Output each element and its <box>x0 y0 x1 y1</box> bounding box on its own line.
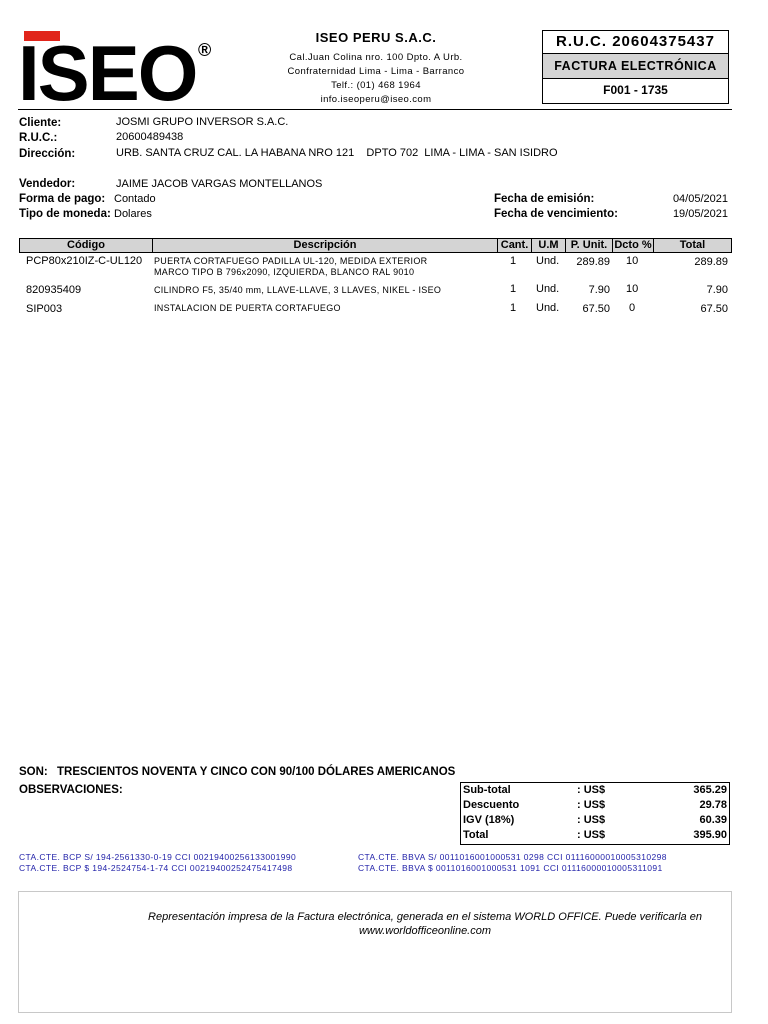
row3-um: Und. <box>536 302 560 314</box>
issue-date-label: Fecha de emisión: <box>494 193 595 205</box>
row1-qty: 1 <box>510 255 517 267</box>
iseo-logo: ISEO <box>18 29 197 117</box>
payment-value: Contado <box>114 193 156 205</box>
client-address-value: URB. SANTA CRUZ CAL. LA HABANA NRO 121 DPTO 702 LIMA - LIMA - SAN ISIDRO <box>116 147 558 159</box>
row2-code: 820935409 <box>26 284 82 296</box>
account-bbva-soles: CTA.CTE. BBVA S/ 0011016001000531 0298 CCI 01116000010005310298 <box>358 852 667 862</box>
row3-total: 67.50 <box>700 303 728 315</box>
row2-discount: 10 <box>626 283 639 295</box>
client-ruc-value: 20600489438 <box>116 131 184 143</box>
due-date-value: 19/05/2021 <box>672 208 728 220</box>
total-value: 395.90 <box>693 829 727 841</box>
row1-um: Und. <box>536 255 560 267</box>
currency-value: Dolares <box>114 208 152 220</box>
col-header-total: Total <box>653 238 732 253</box>
account-bbva-dollars: CTA.CTE. BBVA $ 0011016001000531 1091 CCI 01116000010005311091 <box>358 863 663 873</box>
seller-value: JAIME JACOB VARGAS MONTELLANOS <box>116 178 323 190</box>
discount-value: 29.78 <box>699 799 727 811</box>
footer-line-1: Representación impresa de la Factura electrónica, generada en el sistema WORLD OFFICE. Puede verificarla en <box>148 911 702 923</box>
discount-label: Descuento <box>463 799 520 811</box>
amount-words-label: SON: <box>19 766 48 778</box>
row1-description-1: PUERTA CORTAFUEGO PADILLA UL-120, MEDIDA EXTERIOR <box>154 256 428 266</box>
client-value: JOSMI GRUPO INVERSOR S.A.C. <box>116 116 289 128</box>
client-address-label: Dirección: <box>19 148 76 160</box>
row3-unit-price: 67.50 <box>582 303 610 315</box>
discount-row <box>461 798 729 813</box>
row2-description-1: CILINDRO F5, 35/40 mm, LLAVE-LLAVE, 3 LLAVES, NIKEL - ISEO <box>154 285 442 295</box>
payment-label: Forma de pago: <box>19 193 106 205</box>
row3-qty: 1 <box>510 302 517 314</box>
footer-line-2[interactable]: www.worldofficeonline.com <box>358 925 492 937</box>
total-currency: : US$ <box>577 829 606 841</box>
total-label: Total <box>463 829 489 841</box>
company-name: ISEO PERU S.A.C. <box>315 30 437 45</box>
currency-label: Tipo de moneda: <box>19 208 111 220</box>
row3-code: SIP003 <box>26 303 63 315</box>
row2-total: 7.90 <box>706 284 728 296</box>
subtotal-row <box>461 783 729 798</box>
row1-total: 289.89 <box>694 256 728 268</box>
discount-currency: : US$ <box>577 799 606 811</box>
company-email: info.iseoperu@iseo.com <box>320 94 432 105</box>
document-type: FACTURA ELECTRÓNICA <box>543 54 728 79</box>
issuer-ruc: R.U.C. 20604375437 <box>543 31 728 54</box>
col-header-discount: Dcto % <box>612 238 654 253</box>
col-header-code: Código <box>19 238 153 253</box>
client-label: Cliente: <box>19 117 62 129</box>
row2-qty: 1 <box>510 283 517 295</box>
row3-discount: 0 <box>629 302 636 314</box>
client-ruc-label: R.U.C.: <box>19 132 58 144</box>
header-divider <box>18 109 732 110</box>
row3-description-1: INSTALACION DE PUERTA CORTAFUEGO <box>154 303 341 313</box>
row2-um: Und. <box>536 283 560 295</box>
seller-label: Vendedor: <box>19 178 76 190</box>
subtotal-label: Sub-total <box>463 784 511 796</box>
footer-note <box>120 910 730 938</box>
amount-words-value: TRESCIENTOS NOVENTA Y CINCO CON 90/100 DÓLARES AMERICANOS <box>57 766 456 778</box>
igv-label: IGV (18%) <box>463 814 515 826</box>
row1-unit-price: 289.89 <box>576 256 610 268</box>
row2-unit-price: 7.90 <box>588 284 610 296</box>
document-id-box <box>542 30 729 104</box>
row1-code: PCP80x210IZ-C-UL120 <box>26 255 143 267</box>
account-bcp-soles: CTA.CTE. BCP S/ 194-2561330-0-19 CCI 00219400256133001990 <box>19 852 297 862</box>
issue-date-value: 04/05/2021 <box>672 193 728 205</box>
row1-description-2: MARCO TIPO B 796x2090, IZQUIERDA, BLANCO RAL 9010 <box>154 267 415 277</box>
observations-label: OBSERVACIONES: <box>19 784 123 796</box>
totals-box <box>460 782 730 845</box>
company-phone: Telf.: (01) 468 1964 <box>331 80 421 91</box>
account-bcp-dollars: CTA.CTE. BCP $ 194-2524754-1-74 CCI 00219400252475417498 <box>19 863 293 873</box>
row1-discount: 10 <box>626 255 639 267</box>
subtotal-currency: : US$ <box>577 784 606 796</box>
col-header-qty: Cant. <box>497 238 532 253</box>
igv-row <box>461 813 729 828</box>
due-date-label: Fecha de vencimiento: <box>494 208 618 220</box>
company-address-2: Confraternidad Lima - Lima - Barranco <box>287 66 465 77</box>
registered-mark: ® <box>198 40 212 60</box>
subtotal-value: 365.29 <box>693 784 727 796</box>
company-address-1: Cal.Juan Colina nro. 100 Dpto. A Urb. <box>289 52 463 63</box>
col-header-description: Descripción <box>152 238 498 253</box>
col-header-um: U.M <box>531 238 566 253</box>
total-row <box>461 828 729 843</box>
col-header-unit-price: P. Unit. <box>565 238 613 253</box>
igv-value: 60.39 <box>699 814 727 826</box>
document-number: F001 - 1735 <box>603 83 668 97</box>
igv-currency: : US$ <box>577 814 606 826</box>
company-info <box>270 30 482 107</box>
